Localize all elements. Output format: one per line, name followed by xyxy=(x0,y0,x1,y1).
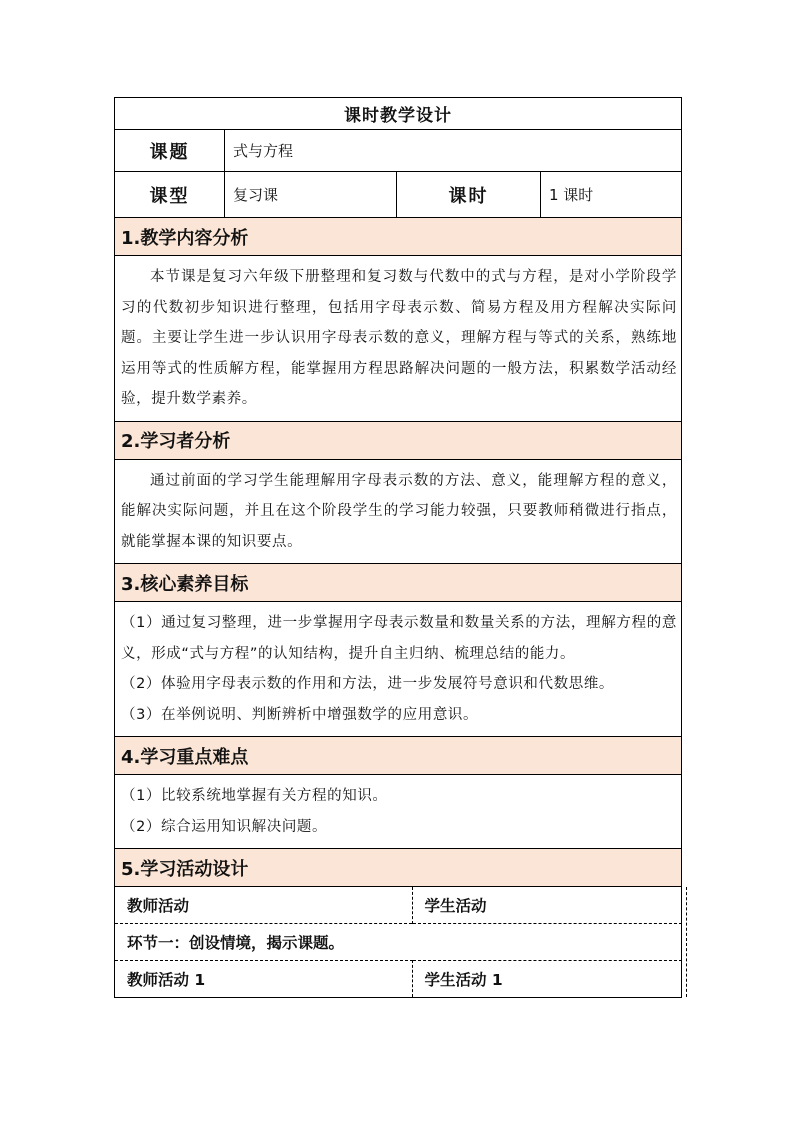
difficulty-item: （2）综合运用知识解决问题。 xyxy=(121,818,328,835)
goal-item: （3）在举例说明、判断辨析中增强数学的应用意识。 xyxy=(121,706,479,723)
period-value: 1 课时 xyxy=(541,172,682,218)
section-heading-learner-analysis: 2.学习者分析 xyxy=(115,421,682,459)
section-heading-activity-design: 5.学习活动设计 xyxy=(115,849,682,887)
goal-item: （2）体验用字母表示数的作用和方法，进一步发展符号意识和代数思维。 xyxy=(121,676,615,692)
type-label: 课型 xyxy=(115,172,225,218)
topic-value: 式与方程 xyxy=(225,130,682,172)
stage-one-heading: 环节一：创设情境，揭示课题。 xyxy=(115,924,682,961)
section-heading-key-difficulties: 4.学习重点难点 xyxy=(115,737,682,775)
activity-design-area xyxy=(115,887,682,998)
lesson-design-table xyxy=(114,97,682,998)
goal-item: （1）通过复习整理，进一步掌握用字母表示数量和数量关系的方法，理解方程的意义，形成“式与方程”的认知结构，提升自主归纳、梳理总结的能力。 xyxy=(121,615,677,662)
key-difficulties-list xyxy=(115,775,682,849)
topic-label: 课题 xyxy=(115,130,225,172)
dashed-border xyxy=(686,887,687,997)
type-value: 复习课 xyxy=(225,172,397,218)
difficulty-item: （1）比较系统地掌握有关方程的知识。 xyxy=(121,788,388,804)
content-analysis-text: 本节课是复习六年级下册整理和复习数与代数中的式与方程，是对小学阶段学习的代数初步知识进行整理，包括用字母表示数、简易方程及用方程解决实际问题。主要让学生进一步认识用字母表示数的意义，理解方程与等式的关系，熟练地运用等式的性质解方程，能掌握用方程思路解决问题的一般方法，积累数学活动经验，提升数学素养。 xyxy=(115,256,682,422)
table-title: 课时教学设计 xyxy=(115,98,682,130)
core-literacy-goals-list xyxy=(115,602,682,737)
period-label: 课时 xyxy=(397,172,541,218)
lesson-design-document xyxy=(114,97,681,998)
teacher-activity-1: 教师活动 1 xyxy=(115,961,412,998)
student-activity-1: 学生活动 1 xyxy=(412,961,682,998)
student-activity-header: 学生活动 xyxy=(424,897,487,915)
section-heading-core-literacy-goals: 3.核心素养目标 xyxy=(115,564,682,602)
activity-table xyxy=(115,887,682,997)
teacher-activity-header: 教师活动 xyxy=(115,887,412,924)
learner-analysis-text: 通过前面的学习学生能理解用字母表示数的方法、意义，能理解方程的意义，能解决实际问题，并且在这个阶段学生的学习能力较强，只要教师稍微进行指点，就能掌握本课的知识要点。 xyxy=(115,459,682,564)
section-heading-content-analysis: 1.教学内容分析 xyxy=(115,218,682,256)
